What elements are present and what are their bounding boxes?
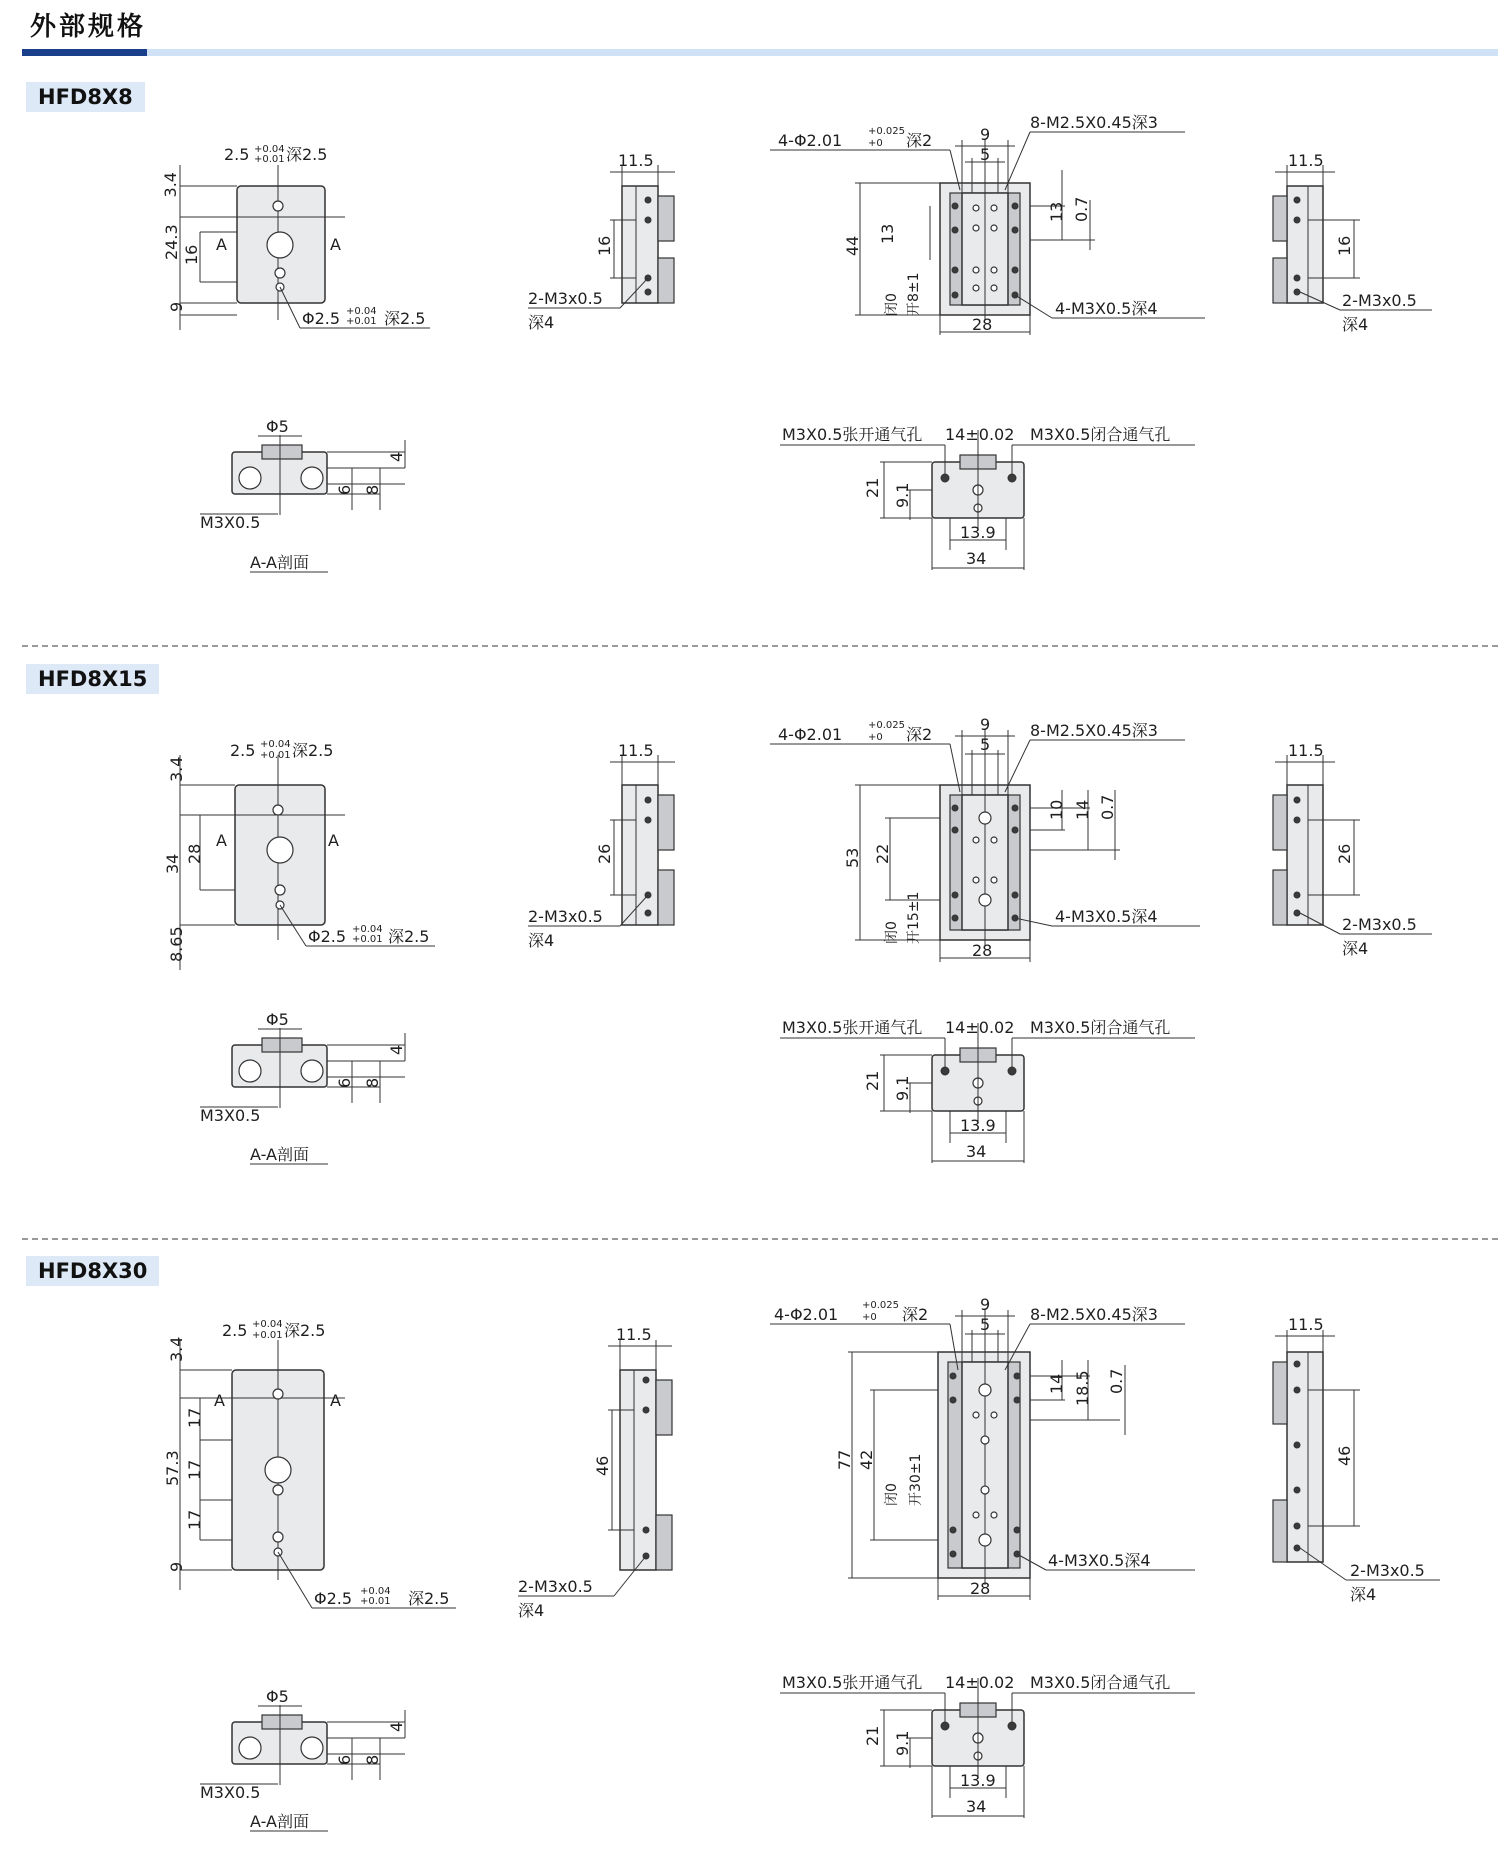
section-view [200, 1687, 406, 1831]
pin-hole-icon [273, 201, 283, 211]
top-length: 53 [843, 847, 862, 868]
top-stroke-open: 开30±1 [908, 1453, 924, 1506]
section-tag-hfd8x8: HFD8X8 [26, 82, 145, 112]
section-dim-a: 4 [387, 1721, 406, 1732]
section-hfd8x30 [0, 1290, 1500, 1850]
section-dim-a: 4 [387, 1044, 406, 1055]
top-base-width: 28 [970, 1579, 991, 1598]
side-width: 11.5 [1288, 741, 1324, 760]
side-width: 11.5 [1288, 1315, 1324, 1334]
bottom-hole-tol-up: +0.04 [360, 1586, 391, 1597]
end-port-open: M3X0.5张开通气孔 [782, 425, 923, 444]
side-pitch: 16 [595, 235, 614, 256]
section-dim-c: 8 [363, 1077, 382, 1088]
side-width: 11.5 [618, 151, 654, 170]
top-dim-b: 10 [1047, 799, 1066, 820]
title-underline-accent [22, 49, 147, 56]
top-dim-b2: 14 [1073, 799, 1092, 820]
end-height: 21 [863, 477, 882, 498]
bottom-hole-dim: Φ2.5 [308, 927, 347, 946]
side-depth: 深4 [528, 931, 555, 950]
section-view [200, 1010, 406, 1164]
side-pitch: 46 [593, 1455, 612, 1476]
side-view-left [528, 741, 675, 950]
dim-bottom: 9 [167, 301, 186, 312]
top-width-outer: 9 [980, 715, 991, 734]
section-mark: A [328, 831, 339, 850]
top-hole-tol-low: +0.01 [252, 1330, 283, 1341]
top-width-inner: 5 [980, 735, 991, 754]
side-body [1287, 186, 1323, 303]
side-view-right [1273, 151, 1432, 334]
end-height: 21 [863, 1070, 882, 1091]
top-hole-tol-low: +0.01 [254, 154, 285, 165]
section-mark: A [214, 1391, 225, 1410]
bottom-hole-tol-low: +0.01 [352, 934, 383, 945]
top-dim-b: 13 [1047, 201, 1066, 222]
dim-top: 3.4 [167, 1336, 186, 1362]
top-hole-tol-up: +0.04 [254, 144, 285, 155]
side-width: 11.5 [616, 1325, 652, 1344]
side-depth: 深4 [1342, 939, 1369, 958]
side-thread: 2-M3x0.5 [1342, 915, 1417, 934]
bottom-hole-depth: 深2.5 [408, 1589, 450, 1608]
top-dim-c: 0.7 [1072, 196, 1091, 222]
top-hole-dim: 2.5 [224, 145, 250, 164]
top-dim-b2: 18.5 [1073, 1370, 1092, 1406]
pin-hole-icon [273, 805, 283, 815]
end-inner-width: 13.9 [960, 523, 996, 542]
top-hole-dim: 2.5 [230, 741, 256, 760]
drawing-hfd8x8 [0, 110, 1500, 670]
top-stroke-close: 闭0 [884, 1483, 900, 1506]
bottom-hole-tol-low: +0.01 [346, 316, 377, 327]
top-pin-depth: 深2 [902, 1305, 929, 1324]
side-body [1287, 785, 1323, 925]
end-center: 9.1 [893, 1075, 912, 1101]
top-pin-hole: 4-Φ2.01 [774, 1305, 839, 1324]
end-pitch: 14±0.02 [945, 1018, 1015, 1037]
bore-dim: Φ5 [266, 417, 289, 436]
top-stroke-open: 开8±1 [906, 272, 922, 316]
section-caption: A-A剖面 [250, 553, 309, 572]
top-pin-tol-low: +0 [868, 138, 883, 149]
top-thread-bottom: 4-M3X0.5深4 [1048, 1551, 1151, 1570]
top-width-outer: 9 [980, 1295, 991, 1314]
side-pitch: 26 [595, 843, 614, 864]
top-hole-depth: 深2.5 [292, 741, 334, 760]
top-dim-b: 14 [1047, 1373, 1066, 1394]
bore-dim: Φ5 [266, 1010, 289, 1029]
side-body [1287, 1352, 1323, 1562]
section-dim-c: 8 [363, 1754, 382, 1765]
center-bore-icon [267, 837, 293, 863]
end-view [780, 1018, 1195, 1163]
top-pin-tol-up: +0.025 [868, 126, 906, 137]
end-outer-width: 34 [966, 1797, 987, 1816]
page-title: 外部规格 [30, 12, 147, 42]
section-caption: A-A剖面 [250, 1812, 309, 1831]
end-inner-width: 13.9 [960, 1116, 996, 1135]
top-hole-tol-up: +0.04 [252, 1319, 283, 1330]
dim-mid: 34 [163, 853, 182, 874]
end-port-open: M3X0.5张开通气孔 [782, 1018, 923, 1037]
top-thread-bottom: 4-M3X0.5深4 [1055, 907, 1158, 926]
top-thread-top: 8-M2.5X0.45深3 [1030, 1305, 1158, 1324]
top-pin-tol-up: +0.025 [868, 720, 906, 731]
drawing-hfd8x15 [0, 700, 1500, 1260]
dim-inner: 17 [185, 1509, 204, 1530]
top-dim-c: 0.7 [1098, 794, 1117, 820]
side-pitch: 46 [1335, 1445, 1354, 1466]
section-dim-b: 6 [335, 484, 354, 495]
side-thread: 2-M3x0.5 [1342, 291, 1417, 310]
pin-hole-icon [275, 268, 285, 278]
section-dim-c: 8 [363, 484, 382, 495]
top-width-inner: 5 [980, 145, 991, 164]
dim-inner: 16 [182, 244, 201, 265]
pin-hole-icon [275, 885, 285, 895]
section-dim-b: 6 [335, 1077, 354, 1088]
top-pin-tol-low: +0 [862, 1312, 877, 1323]
section-mark: A [330, 235, 341, 254]
top-pin-tol-low: +0 [868, 732, 883, 743]
section-port: M3X0.5 [200, 513, 261, 532]
side-pitch: 16 [1335, 235, 1354, 256]
side-view-left [528, 151, 675, 332]
top-dim-a: 42 [857, 1449, 876, 1470]
section-hfd8x15 [0, 700, 1500, 1260]
section-hfd8x8 [0, 110, 1500, 670]
dim-inner: 28 [185, 843, 204, 864]
end-center: 9.1 [893, 1730, 912, 1756]
top-dim-c: 0.7 [1107, 1368, 1126, 1394]
front-view [163, 739, 435, 970]
section-mark: A [330, 1391, 341, 1410]
dim-bottom: 8.65 [167, 926, 186, 962]
top-stroke-open: 开15±1 [906, 891, 922, 944]
side-body [622, 186, 658, 303]
end-view [780, 425, 1195, 570]
pin-hole-icon [273, 1485, 283, 1495]
top-thread-top: 8-M2.5X0.45深3 [1030, 113, 1158, 132]
pin-hole-icon [273, 1532, 283, 1542]
top-pin-hole: 4-Φ2.01 [778, 131, 843, 150]
top-pin-tol-up: +0.025 [862, 1300, 900, 1311]
end-pitch: 14±0.02 [945, 1673, 1015, 1692]
section-tag-hfd8x15: HFD8X15 [26, 664, 159, 694]
front-view [163, 1319, 456, 1608]
center-bore-icon [265, 1457, 291, 1483]
bottom-hole-tol-low: +0.01 [360, 1596, 391, 1607]
top-thread-bottom: 4-M3X0.5深4 [1055, 299, 1158, 318]
dim-mid: 24.3 [162, 224, 181, 260]
end-view [780, 1673, 1195, 1818]
top-stroke-close: 闭0 [884, 293, 900, 316]
top-base-width: 28 [972, 315, 993, 334]
top-hole-tol-low: +0.01 [260, 750, 291, 761]
bottom-hole-dim: Φ2.5 [302, 309, 341, 328]
section-port: M3X0.5 [200, 1106, 261, 1125]
bottom-hole-depth: 深2.5 [384, 309, 426, 328]
dim-inner: 17 [185, 1459, 204, 1480]
side-thread: 2-M3x0.5 [518, 1577, 593, 1596]
section-dim-a: 4 [387, 451, 406, 462]
top-view [770, 113, 1205, 335]
dim-mid: 57.3 [163, 1450, 182, 1486]
bottom-hole-tol-up: +0.04 [352, 924, 383, 935]
top-dim-a: 22 [873, 843, 892, 864]
side-view-left [518, 1325, 672, 1620]
side-pitch: 26 [1335, 843, 1354, 864]
side-view-right [1273, 1315, 1440, 1604]
top-width-outer: 9 [980, 125, 991, 144]
side-depth: 深4 [528, 313, 555, 332]
top-stroke-close: 闭0 [884, 921, 900, 944]
drawing-hfd8x30 [0, 1290, 1500, 1850]
front-view [161, 144, 430, 330]
side-thread: 2-M3x0.5 [528, 289, 603, 308]
side-body [620, 1370, 656, 1570]
top-view [770, 1295, 1195, 1600]
dim-top: 3.4 [167, 756, 186, 782]
section-view [200, 417, 406, 572]
side-width: 11.5 [1288, 151, 1324, 170]
end-height: 21 [863, 1725, 882, 1746]
side-view-right [1273, 741, 1432, 958]
end-inner-width: 13.9 [960, 1771, 996, 1790]
top-thread-top: 8-M2.5X0.45深3 [1030, 721, 1158, 740]
side-depth: 深4 [1350, 1585, 1377, 1604]
end-port-close: M3X0.5闭合通气孔 [1030, 425, 1171, 444]
side-depth: 深4 [518, 1601, 545, 1620]
bore-dim: Φ5 [266, 1687, 289, 1706]
section-mark: A [216, 235, 227, 254]
section-port: M3X0.5 [200, 1783, 261, 1802]
top-hole-tol-up: +0.04 [260, 739, 291, 750]
top-pin-depth: 深2 [906, 131, 933, 150]
bottom-hole-dim: Φ2.5 [314, 1589, 353, 1608]
end-pitch: 14±0.02 [945, 425, 1015, 444]
top-pin-hole: 4-Φ2.01 [778, 725, 843, 744]
center-bore-icon [267, 232, 293, 258]
side-depth: 深4 [1342, 315, 1369, 334]
pin-hole-icon [273, 1389, 283, 1399]
dim-inner: 17 [185, 1407, 204, 1428]
section-tag-hfd8x30: HFD8X30 [26, 1256, 159, 1286]
bottom-hole-tol-up: +0.04 [346, 306, 377, 317]
dim-bottom: 9 [167, 1561, 186, 1572]
side-width: 11.5 [618, 741, 654, 760]
top-hole-depth: 深2.5 [284, 1321, 326, 1340]
top-width-inner: 5 [980, 1315, 991, 1334]
end-port-close: M3X0.5闭合通气孔 [1030, 1673, 1171, 1692]
top-base-width: 28 [972, 941, 993, 960]
side-thread: 2-M3x0.5 [528, 907, 603, 926]
end-port-open: M3X0.5张开通气孔 [782, 1673, 923, 1692]
side-thread: 2-M3x0.5 [1350, 1561, 1425, 1580]
title-underline [22, 49, 1498, 56]
section-dim-b: 6 [335, 1754, 354, 1765]
section-mark: A [216, 831, 227, 850]
section-caption: A-A剖面 [250, 1145, 309, 1164]
top-hole-dim: 2.5 [222, 1321, 248, 1340]
top-pin-depth: 深2 [906, 725, 933, 744]
top-view [770, 715, 1200, 962]
end-center: 9.1 [893, 482, 912, 508]
top-dim-a: 13 [878, 223, 897, 244]
bottom-hole-depth: 深2.5 [388, 927, 430, 946]
end-outer-width: 34 [966, 1142, 987, 1161]
top-length: 77 [835, 1449, 854, 1470]
top-length: 44 [843, 235, 862, 256]
end-port-close: M3X0.5闭合通气孔 [1030, 1018, 1171, 1037]
top-hole-depth: 深2.5 [286, 145, 328, 164]
end-outer-width: 34 [966, 549, 987, 568]
dim-top: 3.4 [161, 172, 180, 198]
